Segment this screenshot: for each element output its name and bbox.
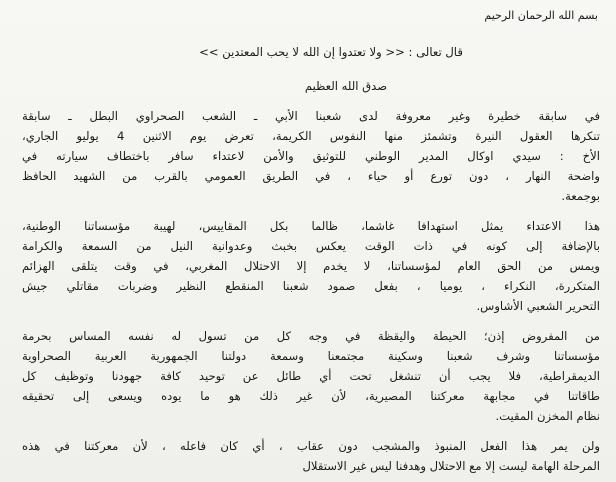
paragraph-line: المتكررة، النكراء ، يوميا ، بفعل صمود شعبنا المنقطع النظير وضربات مقاتلي جيش: [22, 279, 600, 293]
paragraph-4: [22, 436, 600, 476]
paragraph-1: [22, 106, 600, 206]
paragraph-line: تنكرها العقول النيرة وتشمئز منها النفوس الكريمة، تعرض يوم الاثنين 4 يوليو الجاري،: [22, 129, 600, 143]
paragraph-line: الديمقراطية، فلا يجب أن تنشغل تحت أي طائل عن توحيد كافة جهودنا وتوظيف كل: [22, 369, 600, 383]
paragraph-3: [22, 326, 600, 426]
paragraph-line: ولن يمر هذا الفعل المنبوذ والمشجب دون عقاب ، أي كان فاعله ، لأن معركتنا في هذه: [22, 439, 600, 453]
paragraph-line: مؤسساتنا وشرف شعبنا وسكينة مجتمعنا وسمعة دولتنا الجمهورية العربية الصحراوية: [22, 349, 600, 363]
paragraph-line: من المفروض إذن؛ الحيطة واليقظة في وجه كل من تسول له نفسه المساس بحرمة: [22, 329, 600, 343]
basmala: بسم الله الرحمان الرحيم: [484, 9, 598, 22]
paragraph-line: في سابقة خطيرة وغير معروفة لدى شعبنا الأبي ـ الشعب الصحراوي البطل ـ سابقة: [22, 109, 600, 123]
paragraph-line: التحرير الشعبي الأشاوس.: [476, 299, 600, 313]
paragraph-line: الأخ : سيدي اوكال المدير الوطني للتوثيق والأمن لاعتداء سافر باختطاف سيارته في: [22, 149, 600, 163]
paragraph-line: بالإضافة إلى كونه في ذات الوقت يعكس بخبث وعدوانية النيل من السمعة والكرامة: [22, 239, 600, 253]
paragraph-2: [22, 216, 600, 316]
paragraph-line: واضحة النهار ، دون تورع أو حياء ، في الطريق العمومي بالقرب من الشهيد الحافظ: [22, 169, 600, 183]
sadaq-line: صدق الله العظيم: [304, 79, 388, 93]
letter-body: [22, 6, 600, 482]
paragraph-line: هذا الاعتداء يمثل استهدافا غاشما، ظالما بكل المقاييس، لهيبة مؤسساتنا الوطنية،: [22, 219, 600, 233]
paragraph-line: طاقاتنا في مجابهة معركتنا المصيرية، لأن غير ذلك هو ما يوده ويسعى إلى تحقيقه: [22, 389, 600, 403]
paragraph-line: بوجمعة.: [561, 189, 600, 203]
paragraph-line: ويمس من الحق العام لمؤسساتنا، لا يخدم إلا الاحتلال المغربي، في وقت يتلقى الهزائم: [22, 259, 600, 273]
quran-verse: قال تعالى : << ولا تعتدوا إن الله لا يحب المعتدين >>: [199, 45, 463, 59]
paragraph-line: المرحلة الهامة ليست إلا مع الاحتلال وهدفنا ليس غير الاستقلال: [302, 459, 600, 473]
paragraph-line: نظام المخزن المقيت.: [495, 409, 600, 423]
